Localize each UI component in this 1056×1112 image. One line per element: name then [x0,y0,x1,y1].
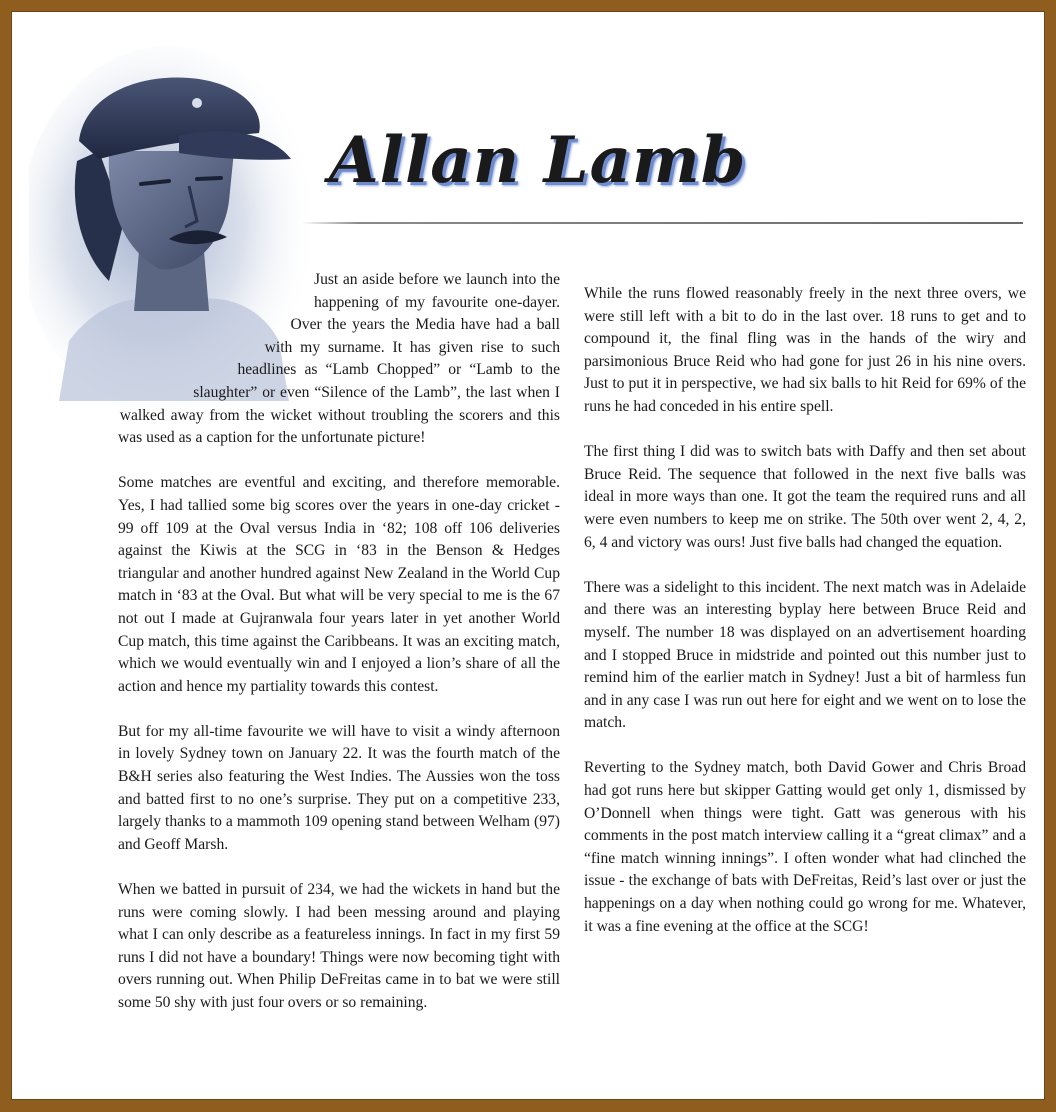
right-paragraph-4: Reverting to the Sydney match, both David Gower and Chris Broad had got runs here but skipper Gatting would get only 1, dismissed by O’Donnell when things were tight. Gatt was generous with his comments in the post match interview calling it a “great climax” and a “fine match winning innings”. I often wonder what had clinched the issue - the exchange of bats with DeFreitas, Reid’s last over or just the happenings on a day when nothing could go wrong for me. Whatever, it was a fine evening at the office at the SCG! [584,759,1026,935]
left-paragraph-4: When we batted in pursuit of 234, we had the wickets in hand but the runs were coming slowly. I had been messing around and playing what I can only describe as a featureless innings. In fact in my first 59 runs I did not have a boundary! Things were now becoming tight with overs running out. When Philip DeFreitas came in to bat we were still some 50 shy with just four overs or so remaining. [118,881,560,1011]
right-paragraph-3: There was a sidelight to this incident. The next match was in Adelaide and there was an interesting byplay here between Bruce Reid and myself. The number 18 was displayed on an advertisement hoarding and I stopped Bruce in midstride and pointed out this number just to remind him of the earlier match in Sydney! Just a bit of harmless fun and in any case I was run out here for eight and we went on to lose the match. [584,578,1026,732]
right-paragraph-2: The first thing I did was to switch bats with Daffy and then set about Bruce Reid. The sequence that followed in the next five balls was ideal in more ways than one. It got the team the required runs and all were even numbers to keep me on strike. The 50th over went 2, 4, 2, 6, 4 and victory was ours! Just five balls had changed the equation. [584,443,1026,551]
left-column [118,269,560,1037]
left-paragraph-3: But for my all-time favourite we will have to visit a windy afternoon in lovely Sydney town on January 22. It was the fourth match of the B&H series also featuring the West Indies. The Aussies won the toss and batted first to no one’s surprise. They put on a competitive 233, largely thanks to a mammoth 109 opening stand between Welham (97) and Geoff Marsh. [118,722,560,853]
left-paragraph-2: Some matches are eventful and exciting, and therefore memorable. Yes, I had tallied some big scores over the years in one-day cricket - 99 off 109 at the Oval versus India in ‘82; 108 off 106 deliveries against the Kiwis at the SCG in ‘83 in the Benson & Hedges triangular and another hundred against New Zealand in the World Cup match in ‘83 at the Oval. But what will be very special to me is the 67 not out I made at Gujranwala four years later in yet another World Cup match, this time against the Caribbeans. It was an exciting match, which we would eventually win and I enjoyed a lion’s share of all the action and hence my partiality towards this contest. [118,474,560,695]
title-divider [301,222,1023,224]
left-paragraph-1: Just an aside before we launch into the happening of my favourite one-dayer. Over the years the Media have had a ball with my surname. It has given rise to such headlines as “Lamb Chopped” or “Lamb to the slaughter” or even “Silence of the Lamb”, the last when I walked away from the wicket without troubling the scorers and this was used as a caption for the unfortunate picture! [118,271,560,447]
right-paragraph-1: While the runs flowed reasonably freely in the next three overs, we were still left with a bit to do in the last over. 18 runs to get and to compound it, the final fling was in the hands of the wiry and parsimonious Bruce Reid who had gone for just 26 in his nine overs. Just to put it in perspective, we had six balls to hit Reid for 69% of the runs he had conceded in his entire spell. [584,285,1026,415]
page [11,11,1045,1100]
page-title: Allan Lamb [329,123,747,198]
right-column [584,283,1026,961]
